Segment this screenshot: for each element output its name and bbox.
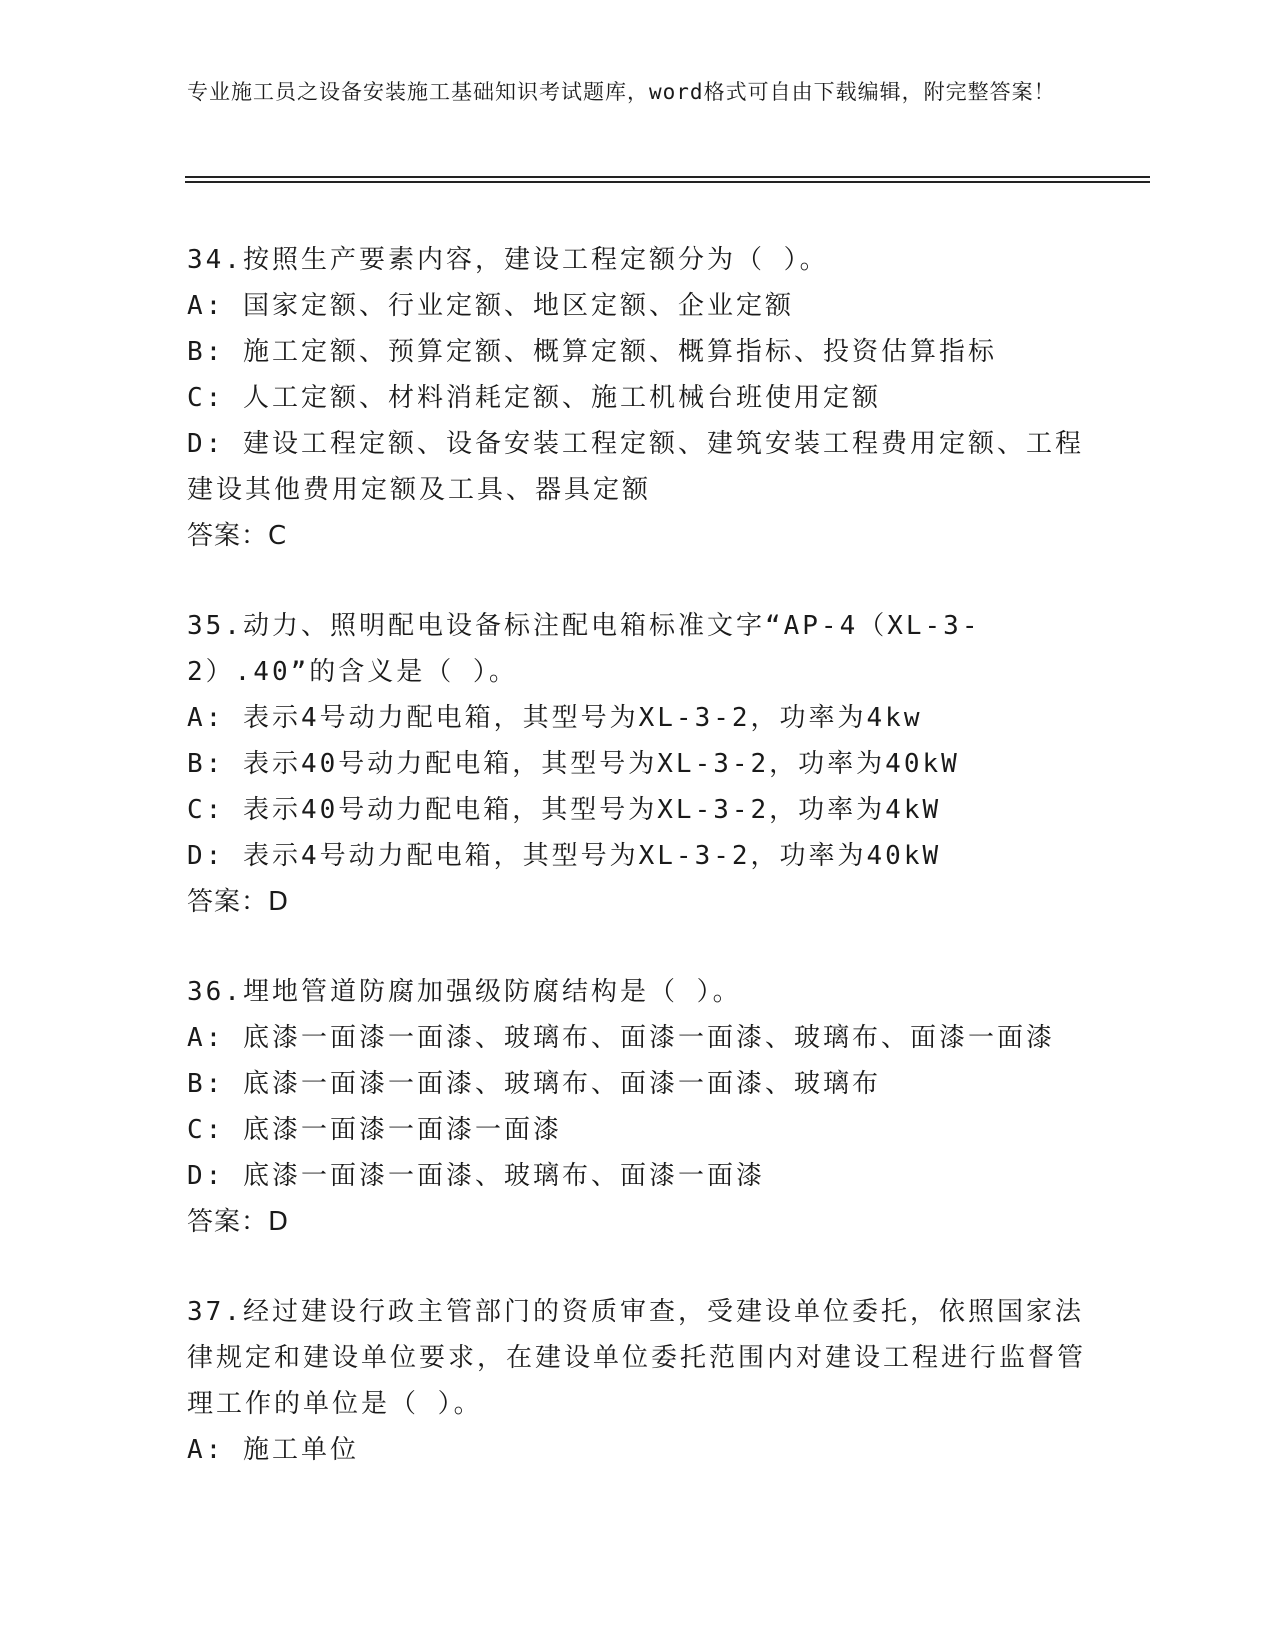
question-list [187, 237, 1087, 1517]
option-b: B: 施工定额、预算定额、概算定额、概算指标、投资估算指标 [187, 337, 997, 367]
answer-line: 答案：D [187, 1207, 290, 1237]
option-a: A: 国家定额、行业定额、地区定额、企业定额 [187, 291, 794, 321]
header-divider-bottom [185, 181, 1150, 183]
document-header [187, 74, 1067, 110]
option-c: C: 底漆一面漆一面漆一面漆 [187, 1115, 562, 1145]
question-stem: 34.按照生产要素内容，建设工程定额分为（ ）。 [187, 245, 829, 275]
option-a: A: 施工单位 [187, 1435, 359, 1465]
question-34 [187, 237, 1087, 559]
option-d: D: 建设工程定额、设备安装工程定额、建筑安装工程费用定额、工程建设其他费用定额及工具、器具定额 [187, 429, 1084, 505]
question-37 [187, 1289, 1087, 1473]
question-36 [187, 969, 1087, 1245]
answer-line: 答案：D [187, 887, 290, 917]
option-d: D: 表示4号动力配电箱，其型号为XL-3-2，功率为40kW [187, 841, 942, 871]
question-stem: 37.经过建设行政主管部门的资质审查，受建设单位委托，依照国家法律规定和建设单位要求，在建设单位委托范围内对建设工程进行监督管理工作的单位是（ ）。 [187, 1297, 1087, 1419]
option-a: A: 表示4号动力配电箱，其型号为XL-3-2，功率为4kw [187, 703, 923, 733]
answer-line: 答案：C [187, 521, 288, 551]
question-stem: 36.埋地管道防腐加强级防腐结构是（ ）。 [187, 977, 742, 1007]
question-35 [187, 603, 1087, 925]
question-stem: 35.动力、照明配电设备标注配电箱标准文字“AP-4（XL-3-2）.40”的含义是（ ）。 [187, 611, 981, 687]
option-c: C: 表示40号动力配电箱，其型号为XL-3-2，功率为4kW [187, 795, 942, 825]
option-b: B: 底漆一面漆一面漆、玻璃布、面漆一面漆、玻璃布 [187, 1069, 881, 1099]
option-a: A: 底漆一面漆一面漆、玻璃布、面漆一面漆、玻璃布、面漆一面漆 [187, 1023, 1055, 1053]
option-d: D: 底漆一面漆一面漆、玻璃布、面漆一面漆 [187, 1161, 765, 1191]
header-text: 专业施工员之设备安装施工基础知识考试题库，word格式可自由下载编辑，附完整答案！ [187, 80, 1056, 104]
option-b: B: 表示40号动力配电箱，其型号为XL-3-2，功率为40kW [187, 749, 960, 779]
header-divider-top [185, 176, 1150, 178]
option-c: C: 人工定额、材料消耗定额、施工机械台班使用定额 [187, 383, 881, 413]
